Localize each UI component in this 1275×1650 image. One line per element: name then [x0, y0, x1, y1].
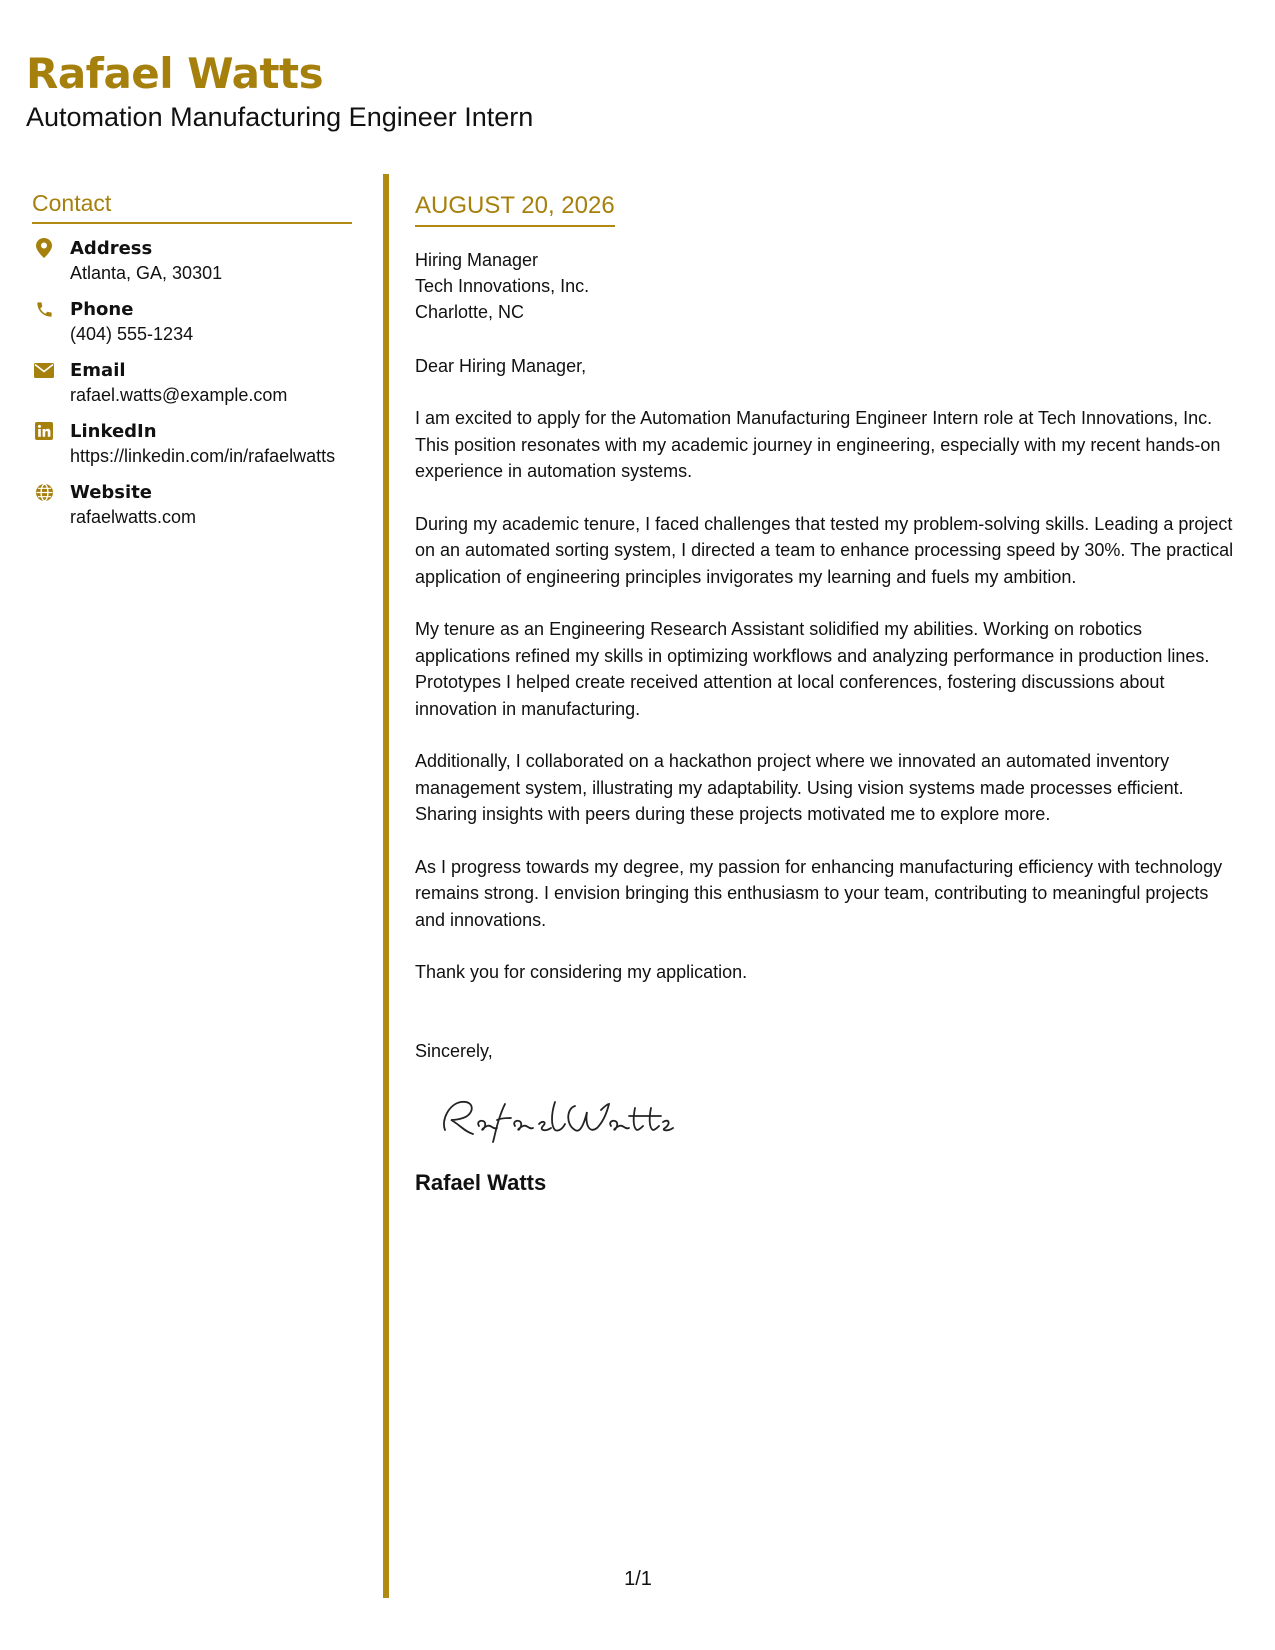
letter-date: AUGUST 20, 2026: [415, 192, 615, 219]
phone-value: (404) 555-1234: [70, 324, 194, 344]
phone-icon: [34, 299, 54, 319]
letter-paragraph: During my academic tenure, I faced challenges that tested my problem-solving skills. Leading a project on an automated sorting system, I directed a team to enhance processing speed by 30%. The practical application of engineering principles invigorates my learning and fuels my ambition.: [415, 513, 1234, 587]
contact-item-website: [32, 480, 352, 530]
applicant-name: Rafael Watts: [26, 49, 324, 98]
linkedin-link[interactable]: https://linkedin.com/in/rafaelwatts: [70, 446, 336, 466]
email-value: rafael.watts@example.com: [70, 385, 288, 405]
letter-paragraph: Additionally, I collaborated on a hackathon project where we innovated an automated inventory management system, illustrating my adaptability. Using vision systems made processes efficient. Sharing insights with peers during these projects motivated me to explore more.: [415, 751, 1184, 824]
header: [26, 48, 533, 134]
closing: Sincerely,: [415, 1040, 493, 1061]
map-pin-icon: [34, 238, 54, 258]
contact-title: Contact: [32, 188, 352, 224]
handwritten-signature: [435, 1090, 675, 1146]
contact-item-linkedin: [32, 419, 352, 469]
address-value: Atlanta, GA, 30301: [70, 263, 223, 283]
column-divider: [383, 174, 389, 1598]
letter-paragraph: Thank you for considering my application.: [415, 962, 748, 982]
contact-item-email: [32, 358, 352, 408]
recipient-line: Hiring Manager: [415, 250, 539, 270]
page-number: 1/1: [624, 1568, 652, 1590]
linkedin-icon: [34, 421, 54, 441]
salutation: Dear Hiring Manager,: [415, 356, 587, 376]
contact-label: LinkedIn: [70, 421, 157, 442]
letter-paragraph: As I progress towards my degree, my passion for enhancing manufacturing efficiency with technology remains strong. I envision bringing this enthusiasm to your team, contributing to meaningful projects and innovations.: [415, 856, 1223, 930]
contact-label: Website: [70, 482, 153, 503]
applicant-role: Automation Manufacturing Engineer Intern: [26, 102, 534, 132]
globe-icon: [34, 482, 54, 502]
signer-name: Rafael Watts: [415, 1169, 547, 1195]
recipient-block: [415, 247, 1235, 325]
recipient-line: Charlotte, NC: [415, 302, 525, 322]
contact-item-phone: [32, 297, 352, 347]
contact-sidebar: [32, 188, 352, 541]
letter-paragraph: I am excited to apply for the Automation Manufacturing Engineer Intern role at Tech Innovations, Inc. This position resonates with my academic journey in engineering, especially with my recent hands-on experience in automation systems.: [415, 408, 1221, 481]
recipient-line: Tech Innovations, Inc.: [415, 276, 590, 296]
contact-item-address: [32, 236, 352, 286]
contact-label: Email: [70, 360, 126, 381]
contact-label: Phone: [70, 299, 134, 320]
contact-label: Address: [70, 238, 153, 259]
envelope-icon: [34, 360, 54, 380]
date-block: [415, 190, 615, 227]
letter-body: [415, 190, 1235, 1198]
letter-paragraph: My tenure as an Engineering Research Assistant solidified my abilities. Working on robotics applications refined my skills in optimizing workflows and analyzing performance in production lines. Prototypes I helped create received attention at local conferences, fostering discussions about innovation in manufacturing.: [415, 619, 1210, 719]
website-link[interactable]: rafaelwatts.com: [70, 507, 197, 527]
